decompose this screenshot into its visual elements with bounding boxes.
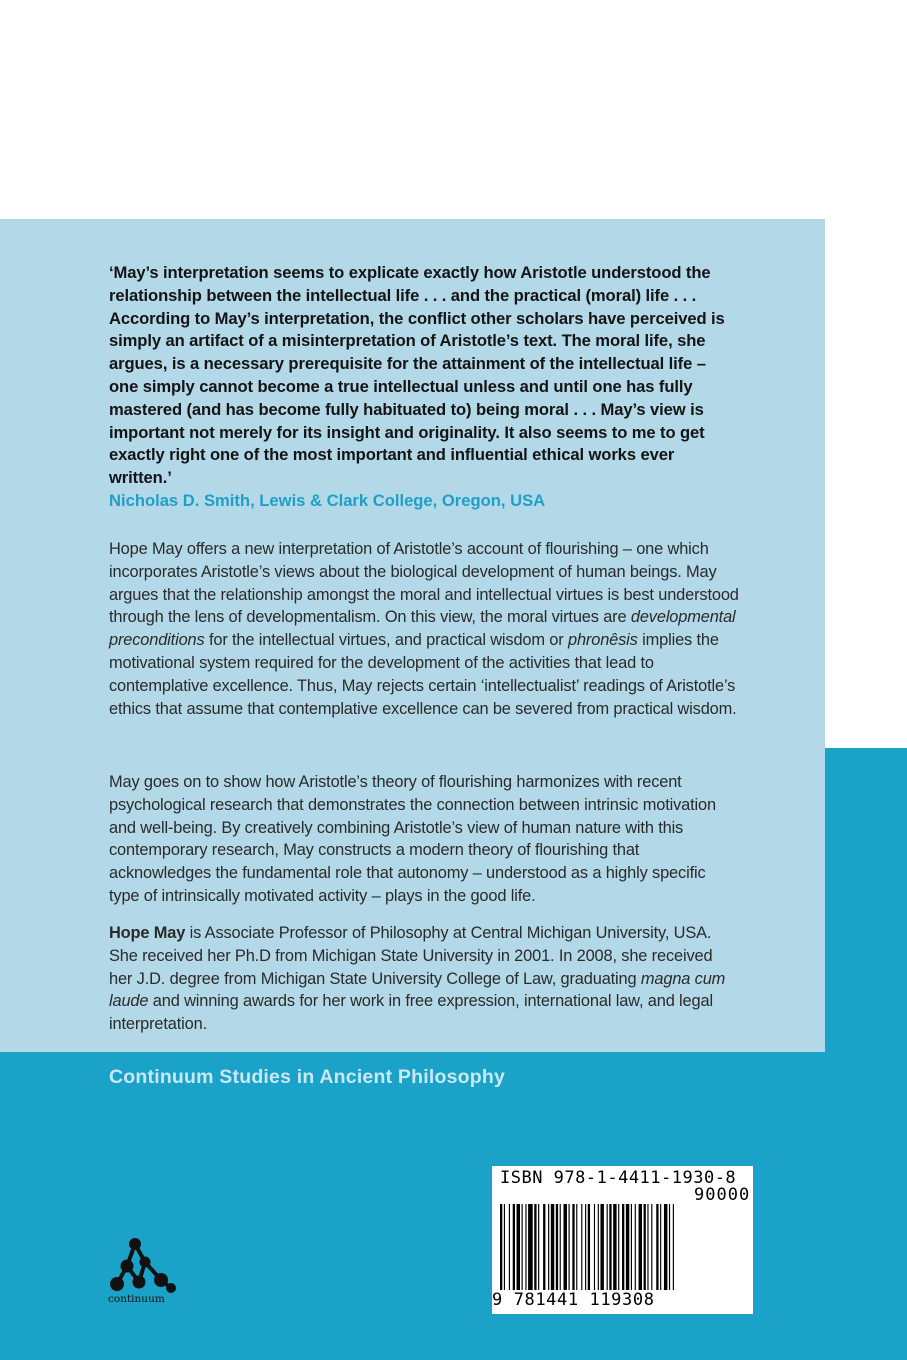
review-attribution: Nicholas D. Smith, Lewis & Clark College, Oregon, USA: [109, 490, 546, 510]
isbn-label: ISBN 978-1-4411-1930-8: [500, 1168, 737, 1188]
description-paragraph-2: May goes on to show how Aristotle’s theory of flourishing harmonizes with recent psychological research that demonstrates the connection between intrinsic motivation and well-being. By creatively combining Aristotle’s view of human nature with this contemporary research, May constructs a modern theory of flourishing that acknowledges the fundamental role that autonomy – understood as a highly specific type of intrinsically motivated activity – plays in the good life.: [109, 773, 716, 905]
price-code: 90000: [694, 1185, 751, 1205]
series-title: Continuum Studies in Ancient Philosophy: [109, 1066, 505, 1088]
ean-digits: 9 781441 119308: [492, 1290, 655, 1310]
isbn-barcode: [492, 1166, 753, 1314]
author-name: Hope May: [109, 924, 186, 942]
barcode-bars-icon: [500, 1204, 744, 1290]
publisher-name: continuum: [108, 1293, 165, 1305]
description-paragraph-1: Hope May offers a new interpretation of Aristotle’s account of flourishing – one which incorporates Aristotle’s views about the biological development of human beings. May argues that the relationship amongst the moral and intellectual virtues is best understood through the lens of developmentalism. On this view, the moral virtues are developmental preconditions for the intellectual virtues, and practical wisdom or phronêsis implies the motivational system required for the development of the activities that lead to contemplative excellence. Thus, May rejects certain ‘intellectualist’ readings of Aristotle’s ethics that assume that contemplative excellence can be severed from practical wisdom.: [109, 540, 739, 718]
author-bio: Hope May is Associate Professor of Philosophy at Central Michigan University, USA. She received her Ph.D from Michigan State University in 2001. In 2008, she received her J.D. degree from Michigan State University College of Law, graduating magna cum laude and winning awards for her work in free expression, international law, and legal interpretation.: [109, 924, 726, 1034]
review-quote: ‘May’s interpretation seems to explicate exactly how Aristotle understood the relationship between the intellectual life . . . and the practical (moral) life . . . According to May’s interpretation, the conflict other scholars have perceived is simply an artifact of a misinterpretation of Aristotle’s text. The moral life, she argues, is a necessary prerequisite for the attainment of the intellectual life – one simply cannot become a true intellectual unless and until one has fully mastered (and has become fully habituated to) being moral . . . May’s view is important not merely for its insight and originality. It also seems to me to get exactly right one of the most important and influential ethical works ever written.’: [109, 263, 725, 488]
back-cover-text: [109, 262, 739, 1034]
